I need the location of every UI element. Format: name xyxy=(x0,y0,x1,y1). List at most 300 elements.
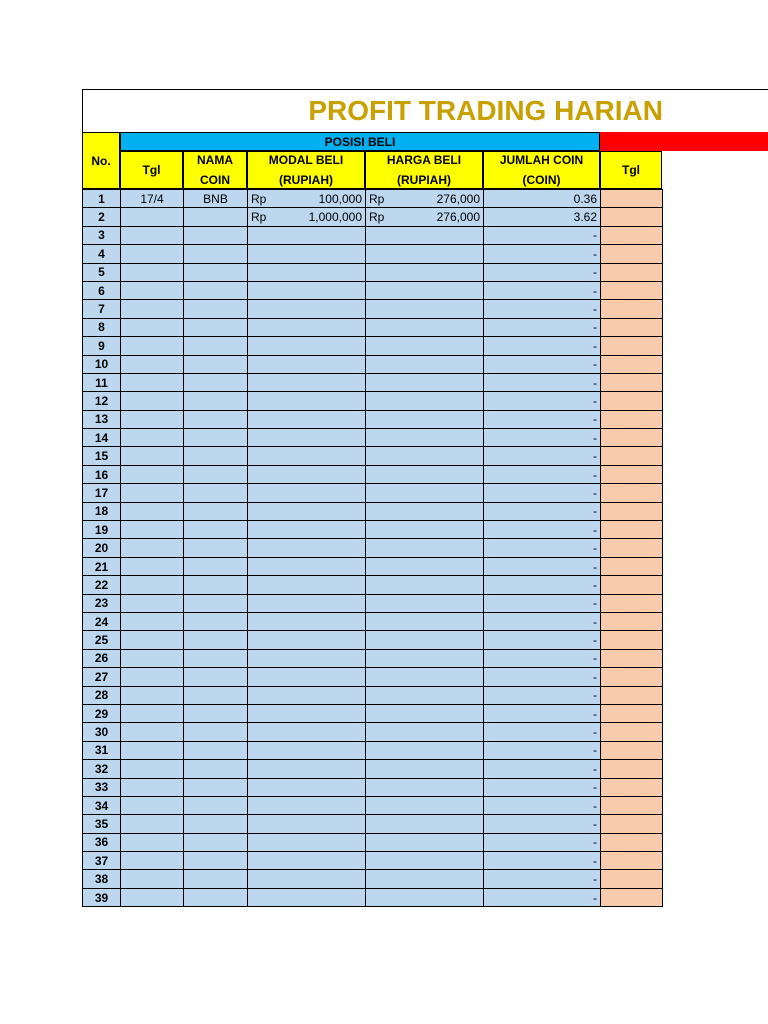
cell-jumlah-coin[interactable]: - xyxy=(484,576,601,594)
cell-tgl-2[interactable] xyxy=(601,465,663,483)
cell-nama-coin[interactable] xyxy=(184,263,248,281)
cell-tgl[interactable] xyxy=(121,484,184,502)
cell-modal-beli[interactable] xyxy=(248,612,366,630)
cell-harga-beli[interactable] xyxy=(366,649,484,667)
table-row xyxy=(83,429,663,447)
cell-harga-beli[interactable] xyxy=(366,686,484,704)
row-number[interactable]: 13 xyxy=(83,410,121,428)
cell-tgl-2[interactable] xyxy=(601,208,663,226)
cell-harga-beli[interactable] xyxy=(366,668,484,686)
table-row xyxy=(83,410,663,428)
cell-jumlah-coin[interactable]: - xyxy=(484,539,601,557)
cell-jumlah-coin[interactable]: - xyxy=(484,337,601,355)
table-row xyxy=(83,521,663,539)
cell-tgl[interactable] xyxy=(121,704,184,722)
cell-nama-coin[interactable] xyxy=(184,410,248,428)
cell-tgl-2[interactable] xyxy=(601,226,663,244)
cell-tgl[interactable] xyxy=(121,631,184,649)
row-number[interactable]: 34 xyxy=(83,796,121,814)
cell-nama-coin[interactable] xyxy=(184,815,248,833)
cell-harga-beli[interactable] xyxy=(366,557,484,575)
cell-nama-coin[interactable] xyxy=(184,760,248,778)
cell-tgl[interactable] xyxy=(121,245,184,263)
cell-nama-coin[interactable] xyxy=(184,668,248,686)
row-number[interactable]: 9 xyxy=(83,337,121,355)
cell-harga-beli[interactable] xyxy=(366,465,484,483)
cell-nama-coin[interactable] xyxy=(184,888,248,906)
cell-jumlah-coin[interactable]: 0.36 xyxy=(484,190,601,208)
cell-harga-beli[interactable] xyxy=(366,704,484,722)
cell-harga-beli[interactable] xyxy=(366,190,484,208)
cell-harga-beli[interactable] xyxy=(366,870,484,888)
cell-tgl-2[interactable] xyxy=(601,594,663,612)
cell-modal-beli[interactable] xyxy=(248,208,366,226)
cell-tgl[interactable] xyxy=(121,521,184,539)
row-number[interactable]: 25 xyxy=(83,631,121,649)
cell-harga-beli[interactable] xyxy=(366,888,484,906)
cell-tgl[interactable] xyxy=(121,576,184,594)
row-number[interactable]: 23 xyxy=(83,594,121,612)
cell-nama-coin[interactable] xyxy=(184,208,248,226)
cell-modal-beli[interactable] xyxy=(248,465,366,483)
cell-jumlah-coin[interactable]: - xyxy=(484,796,601,814)
cell-tgl[interactable] xyxy=(121,337,184,355)
cell-modal-beli[interactable] xyxy=(248,190,366,208)
cell-modal-beli[interactable] xyxy=(248,447,366,465)
cell-tgl[interactable] xyxy=(121,355,184,373)
table-row xyxy=(83,392,663,410)
cell-harga-beli[interactable] xyxy=(366,392,484,410)
cell-tgl-2[interactable] xyxy=(601,245,663,263)
header-posisi-beli[interactable]: POSISI BELI xyxy=(120,132,600,151)
cell-jumlah-coin[interactable]: - xyxy=(484,465,601,483)
cell-tgl-2[interactable] xyxy=(601,870,663,888)
cell-jumlah-coin[interactable]: - xyxy=(484,741,601,759)
row-number[interactable]: 28 xyxy=(83,686,121,704)
row-number[interactable]: 2 xyxy=(83,208,121,226)
cell-nama-coin[interactable] xyxy=(184,245,248,263)
cell-modal-beli[interactable] xyxy=(248,594,366,612)
cell-harga-beli[interactable] xyxy=(366,741,484,759)
cell-tgl-2[interactable] xyxy=(601,355,663,373)
cell-nama-coin[interactable] xyxy=(184,521,248,539)
row-number[interactable]: 7 xyxy=(83,300,121,318)
cell-tgl-2[interactable] xyxy=(601,557,663,575)
cell-jumlah-coin[interactable]: - xyxy=(484,245,601,263)
row-number[interactable]: 6 xyxy=(83,281,121,299)
cell-harga-beli[interactable] xyxy=(366,778,484,796)
cell-harga-beli[interactable] xyxy=(366,833,484,851)
cell-jumlah-coin[interactable]: - xyxy=(484,778,601,796)
cell-tgl[interactable] xyxy=(121,447,184,465)
header-tgl-2[interactable]: Tgl xyxy=(600,151,662,189)
cell-modal-beli[interactable] xyxy=(248,576,366,594)
cell-harga-beli[interactable] xyxy=(366,539,484,557)
cell-harga-beli[interactable] xyxy=(366,429,484,447)
header-no[interactable]: No. xyxy=(82,132,120,189)
cell-tgl[interactable] xyxy=(121,300,184,318)
cell-harga-beli[interactable] xyxy=(366,208,484,226)
cell-tgl-2[interactable] xyxy=(601,612,663,630)
row-number[interactable]: 38 xyxy=(83,870,121,888)
cell-jumlah-coin[interactable]: - xyxy=(484,318,601,336)
cell-tgl-2[interactable] xyxy=(601,833,663,851)
cell-tgl-2[interactable] xyxy=(601,631,663,649)
cell-tgl-2[interactable] xyxy=(601,649,663,667)
cell-nama-coin[interactable] xyxy=(184,778,248,796)
cell-modal-beli[interactable] xyxy=(248,337,366,355)
cell-tgl-2[interactable] xyxy=(601,410,663,428)
cell-modal-beli[interactable] xyxy=(248,778,366,796)
cell-jumlah-coin[interactable]: - xyxy=(484,888,601,906)
row-number[interactable]: 21 xyxy=(83,557,121,575)
cell-harga-beli[interactable] xyxy=(366,760,484,778)
cell-tgl-2[interactable] xyxy=(601,704,663,722)
cell-modal-beli[interactable] xyxy=(248,484,366,502)
cell-nama-coin[interactable] xyxy=(184,631,248,649)
cell-harga-beli[interactable] xyxy=(366,796,484,814)
cell-jumlah-coin[interactable]: - xyxy=(484,263,601,281)
cell-modal-beli[interactable] xyxy=(248,429,366,447)
cell-nama-coin[interactable] xyxy=(184,649,248,667)
cell-tgl[interactable] xyxy=(121,833,184,851)
cell-tgl[interactable] xyxy=(121,392,184,410)
cell-harga-beli[interactable] xyxy=(366,484,484,502)
cell-harga-beli[interactable] xyxy=(366,594,484,612)
cell-modal-beli[interactable] xyxy=(248,852,366,870)
cell-modal-beli[interactable] xyxy=(248,796,366,814)
cell-jumlah-coin[interactable]: - xyxy=(484,852,601,870)
cell-nama-coin[interactable] xyxy=(184,318,248,336)
cell-jumlah-coin[interactable]: - xyxy=(484,704,601,722)
cell-tgl-2[interactable] xyxy=(601,539,663,557)
currency-label: Rp xyxy=(251,191,267,206)
cell-harga-beli[interactable] xyxy=(366,318,484,336)
cell-tgl-2[interactable] xyxy=(601,337,663,355)
row-number[interactable]: 8 xyxy=(83,318,121,336)
cell-tgl[interactable] xyxy=(121,852,184,870)
row-number[interactable]: 19 xyxy=(83,521,121,539)
row-number[interactable]: 35 xyxy=(83,815,121,833)
header-jumlah-coin[interactable]: JUMLAH COIN (COIN) xyxy=(483,151,600,189)
cell-nama-coin[interactable] xyxy=(184,557,248,575)
cell-tgl[interactable] xyxy=(121,612,184,630)
cell-tgl[interactable] xyxy=(121,594,184,612)
cell-harga-beli[interactable] xyxy=(366,815,484,833)
currency-label: Rp xyxy=(369,210,385,225)
cell-jumlah-coin[interactable]: - xyxy=(484,226,601,244)
cell-tgl[interactable] xyxy=(121,870,184,888)
row-number[interactable]: 14 xyxy=(83,429,121,447)
cell-tgl[interactable] xyxy=(121,429,184,447)
cell-nama-coin[interactable] xyxy=(184,281,248,299)
cell-harga-beli[interactable] xyxy=(366,631,484,649)
cell-tgl[interactable] xyxy=(121,760,184,778)
row-number[interactable]: 36 xyxy=(83,833,121,851)
row-number[interactable]: 17 xyxy=(83,484,121,502)
cell-harga-beli[interactable] xyxy=(366,373,484,391)
cell-nama-coin[interactable] xyxy=(184,226,248,244)
cell-nama-coin[interactable] xyxy=(184,741,248,759)
spreadsheet xyxy=(82,89,768,907)
cell-nama-coin[interactable] xyxy=(184,355,248,373)
cell-jumlah-coin[interactable]: - xyxy=(484,760,601,778)
cell-harga-beli[interactable] xyxy=(366,337,484,355)
cell-jumlah-coin[interactable]: - xyxy=(484,281,601,299)
cell-modal-beli[interactable] xyxy=(248,263,366,281)
cell-jumlah-coin[interactable]: - xyxy=(484,723,601,741)
cell-tgl[interactable] xyxy=(121,888,184,906)
cell-harga-beli[interactable] xyxy=(366,300,484,318)
cell-harga-beli[interactable] xyxy=(366,852,484,870)
row-number[interactable]: 26 xyxy=(83,649,121,667)
table-row xyxy=(83,190,663,208)
cell-harga-beli[interactable] xyxy=(366,263,484,281)
cell-nama-coin[interactable] xyxy=(184,300,248,318)
cell-tgl-2[interactable] xyxy=(601,576,663,594)
cell-tgl-2[interactable] xyxy=(601,447,663,465)
cell-nama-coin[interactable] xyxy=(184,870,248,888)
cell-modal-beli[interactable] xyxy=(248,888,366,906)
cell-modal-beli[interactable] xyxy=(248,760,366,778)
cell-harga-beli[interactable] xyxy=(366,447,484,465)
cell-modal-beli[interactable] xyxy=(248,373,366,391)
cell-tgl-2[interactable] xyxy=(601,318,663,336)
row-number[interactable]: 37 xyxy=(83,852,121,870)
row-number[interactable]: 3 xyxy=(83,226,121,244)
cell-jumlah-coin[interactable]: - xyxy=(484,649,601,667)
cell-tgl[interactable] xyxy=(121,796,184,814)
cell-tgl-2[interactable] xyxy=(601,815,663,833)
row-number[interactable]: 10 xyxy=(83,355,121,373)
row-number[interactable]: 22 xyxy=(83,576,121,594)
cell-tgl[interactable] xyxy=(121,539,184,557)
cell-harga-beli[interactable] xyxy=(366,576,484,594)
header-nama-coin[interactable]: NAMA COIN xyxy=(183,151,247,189)
cell-jumlah-coin[interactable]: - xyxy=(484,815,601,833)
cell-tgl-2[interactable] xyxy=(601,778,663,796)
cell-nama-coin[interactable] xyxy=(184,502,248,520)
cell-tgl[interactable] xyxy=(121,723,184,741)
cell-jumlah-coin[interactable]: - xyxy=(484,429,601,447)
row-number[interactable]: 20 xyxy=(83,539,121,557)
table-row xyxy=(83,484,663,502)
cell-harga-beli[interactable] xyxy=(366,612,484,630)
cell-modal-beli[interactable] xyxy=(248,723,366,741)
cell-tgl[interactable] xyxy=(121,263,184,281)
table-row xyxy=(83,852,663,870)
cell-jumlah-coin[interactable]: - xyxy=(484,870,601,888)
row-number[interactable]: 15 xyxy=(83,447,121,465)
cell-modal-beli[interactable] xyxy=(248,539,366,557)
cell-modal-beli[interactable] xyxy=(248,631,366,649)
cell-tgl-2[interactable] xyxy=(601,796,663,814)
cell-modal-beli[interactable] xyxy=(248,226,366,244)
cell-modal-beli[interactable] xyxy=(248,686,366,704)
cell-jumlah-coin[interactable]: - xyxy=(484,410,601,428)
header-harga-beli[interactable]: HARGA BELI (RUPIAH) xyxy=(365,151,483,189)
cell-modal-beli[interactable] xyxy=(248,870,366,888)
cell-harga-beli[interactable] xyxy=(366,723,484,741)
cell-tgl[interactable] xyxy=(121,465,184,483)
cell-tgl-2[interactable] xyxy=(601,521,663,539)
cell-tgl[interactable]: 17/4 xyxy=(121,190,184,208)
cell-nama-coin[interactable] xyxy=(184,429,248,447)
cell-tgl[interactable] xyxy=(121,208,184,226)
cell-nama-coin[interactable] xyxy=(184,796,248,814)
cell-harga-beli[interactable] xyxy=(366,410,484,428)
cell-tgl-2[interactable] xyxy=(601,668,663,686)
cell-jumlah-coin[interactable]: - xyxy=(484,355,601,373)
cell-jumlah-coin[interactable]: - xyxy=(484,502,601,520)
row-number[interactable]: 4 xyxy=(83,245,121,263)
table-row xyxy=(83,649,663,667)
cell-modal-beli[interactable] xyxy=(248,833,366,851)
cell-modal-beli[interactable] xyxy=(248,355,366,373)
row-number[interactable]: 27 xyxy=(83,668,121,686)
cell-modal-beli[interactable] xyxy=(248,704,366,722)
cell-harga-beli[interactable] xyxy=(366,355,484,373)
cell-nama-coin[interactable] xyxy=(184,337,248,355)
cell-nama-coin[interactable] xyxy=(184,686,248,704)
header-tgl[interactable]: Tgl xyxy=(120,151,183,189)
cell-jumlah-coin[interactable]: - xyxy=(484,833,601,851)
cell-harga-beli[interactable] xyxy=(366,502,484,520)
cell-tgl[interactable] xyxy=(121,502,184,520)
cell-tgl[interactable] xyxy=(121,668,184,686)
cell-nama-coin[interactable] xyxy=(184,833,248,851)
cell-tgl-2[interactable] xyxy=(601,723,663,741)
cell-tgl-2[interactable] xyxy=(601,502,663,520)
cell-tgl[interactable] xyxy=(121,815,184,833)
row-number[interactable]: 18 xyxy=(83,502,121,520)
cell-tgl[interactable] xyxy=(121,318,184,336)
cell-jumlah-coin[interactable]: - xyxy=(484,447,601,465)
cell-modal-beli[interactable] xyxy=(248,245,366,263)
cell-modal-beli[interactable] xyxy=(248,649,366,667)
cell-tgl[interactable] xyxy=(121,778,184,796)
cell-harga-beli[interactable] xyxy=(366,245,484,263)
cell-tgl-2[interactable] xyxy=(601,263,663,281)
cell-harga-beli[interactable] xyxy=(366,226,484,244)
cell-modal-beli[interactable] xyxy=(248,318,366,336)
cell-modal-beli[interactable] xyxy=(248,557,366,575)
row-number[interactable]: 29 xyxy=(83,704,121,722)
cell-tgl-2[interactable] xyxy=(601,429,663,447)
cell-harga-beli[interactable] xyxy=(366,521,484,539)
table-row xyxy=(83,815,663,833)
cell-nama-coin[interactable] xyxy=(184,704,248,722)
cell-jumlah-coin[interactable]: - xyxy=(484,557,601,575)
cell-nama-coin[interactable] xyxy=(184,484,248,502)
cell-modal-beli[interactable] xyxy=(248,300,366,318)
table-row xyxy=(83,686,663,704)
cell-nama-coin[interactable] xyxy=(184,612,248,630)
cell-tgl-2[interactable] xyxy=(601,852,663,870)
cell-tgl-2[interactable] xyxy=(601,300,663,318)
cell-nama-coin[interactable] xyxy=(184,447,248,465)
cell-tgl-2[interactable] xyxy=(601,888,663,906)
cell-nama-coin[interactable] xyxy=(184,539,248,557)
row-number[interactable]: 1 xyxy=(83,190,121,208)
amount: 276,000 xyxy=(436,191,480,206)
cell-tgl-2[interactable] xyxy=(601,760,663,778)
row-number[interactable]: 5 xyxy=(83,263,121,281)
row-number[interactable]: 24 xyxy=(83,612,121,630)
cell-tgl-2[interactable] xyxy=(601,190,663,208)
cell-nama-coin[interactable] xyxy=(184,392,248,410)
cell-tgl-2[interactable] xyxy=(601,281,663,299)
cell-tgl-2[interactable] xyxy=(601,484,663,502)
table-row xyxy=(83,447,663,465)
row-number[interactable]: 30 xyxy=(83,723,121,741)
row-number[interactable]: 12 xyxy=(83,392,121,410)
cell-tgl[interactable] xyxy=(121,226,184,244)
cell-jumlah-coin[interactable]: - xyxy=(484,373,601,391)
cell-jumlah-coin[interactable]: - xyxy=(484,686,601,704)
table-row xyxy=(83,741,663,759)
row-number[interactable]: 32 xyxy=(83,760,121,778)
cell-tgl-2[interactable] xyxy=(601,373,663,391)
cell-jumlah-coin[interactable]: - xyxy=(484,631,601,649)
cell-tgl-2[interactable] xyxy=(601,392,663,410)
cell-modal-beli[interactable] xyxy=(248,410,366,428)
cell-modal-beli[interactable] xyxy=(248,392,366,410)
cell-tgl[interactable] xyxy=(121,649,184,667)
cell-jumlah-coin[interactable]: - xyxy=(484,521,601,539)
cell-tgl[interactable] xyxy=(121,410,184,428)
cell-tgl[interactable] xyxy=(121,373,184,391)
table-row xyxy=(83,576,663,594)
cell-jumlah-coin[interactable]: - xyxy=(484,594,601,612)
cell-tgl[interactable] xyxy=(121,686,184,704)
cell-jumlah-coin[interactable]: - xyxy=(484,668,601,686)
cell-jumlah-coin[interactable]: 3.62 xyxy=(484,208,601,226)
cell-jumlah-coin[interactable]: - xyxy=(484,484,601,502)
cell-modal-beli[interactable] xyxy=(248,668,366,686)
cell-tgl[interactable] xyxy=(121,281,184,299)
row-number[interactable]: 39 xyxy=(83,888,121,906)
cell-harga-beli[interactable] xyxy=(366,281,484,299)
cell-jumlah-coin[interactable]: - xyxy=(484,300,601,318)
cell-nama-coin[interactable]: BNB xyxy=(184,190,248,208)
cell-nama-coin[interactable] xyxy=(184,852,248,870)
cell-nama-coin[interactable] xyxy=(184,723,248,741)
cell-modal-beli[interactable] xyxy=(248,281,366,299)
row-number[interactable]: 11 xyxy=(83,373,121,391)
table-row xyxy=(83,208,663,226)
cell-tgl-2[interactable] xyxy=(601,741,663,759)
cell-modal-beli[interactable] xyxy=(248,815,366,833)
cell-modal-beli[interactable] xyxy=(248,521,366,539)
table-row xyxy=(83,557,663,575)
cell-nama-coin[interactable] xyxy=(184,576,248,594)
cell-jumlah-coin[interactable]: - xyxy=(484,612,601,630)
header-modal-beli[interactable]: MODAL BELI (RUPIAH) xyxy=(247,151,365,189)
cell-tgl[interactable] xyxy=(121,741,184,759)
cell-tgl[interactable] xyxy=(121,557,184,575)
cell-jumlah-coin[interactable]: - xyxy=(484,392,601,410)
cell-nama-coin[interactable] xyxy=(184,465,248,483)
row-number[interactable]: 33 xyxy=(83,778,121,796)
cell-nama-coin[interactable] xyxy=(184,373,248,391)
cell-nama-coin[interactable] xyxy=(184,594,248,612)
row-number[interactable]: 16 xyxy=(83,465,121,483)
cell-tgl-2[interactable] xyxy=(601,686,663,704)
cell-modal-beli[interactable] xyxy=(248,502,366,520)
row-number[interactable]: 31 xyxy=(83,741,121,759)
cell-modal-beli[interactable] xyxy=(248,741,366,759)
